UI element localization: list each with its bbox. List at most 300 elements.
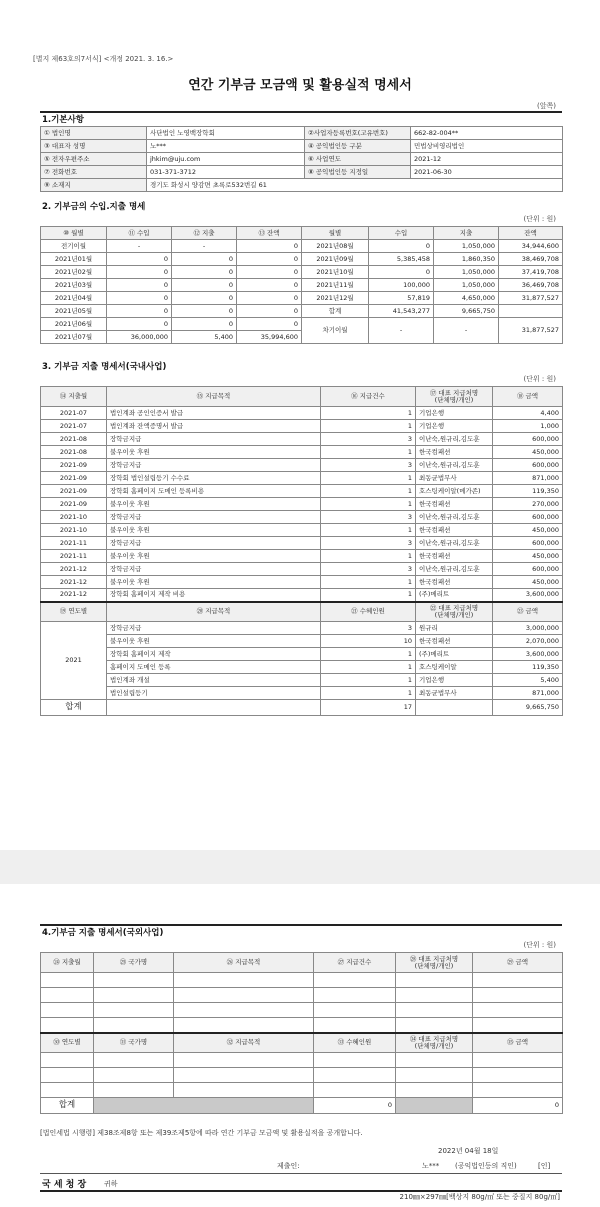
- amount-cell: 3,600,000: [493, 648, 563, 661]
- section1-title: 1.기본사항: [42, 115, 84, 125]
- amount-cell: 0: [107, 266, 172, 279]
- page-gap: [0, 850, 600, 884]
- amount-cell: 600,000: [493, 563, 563, 576]
- paper-spec: 210㎜×297㎜[백상지 80g/㎡ 또는 중질지 80g/㎡]: [399, 1193, 560, 1201]
- info-label: ⑤ 전자우편주소: [41, 153, 147, 166]
- empty-cell: [94, 1018, 174, 1033]
- payee-cell: 호스팅케이알(메가존): [416, 485, 493, 498]
- purpose-cell: 법인계좌 잔액증명서 발급: [107, 420, 321, 433]
- month-cell: 2021년06월: [41, 318, 107, 331]
- basic-info-table: [40, 126, 563, 192]
- overseas-header-row: [41, 953, 563, 973]
- purpose-cell: 불우이웃 후원: [107, 550, 321, 563]
- empty-cell: [396, 973, 473, 988]
- form-note: [별지 제63호의7서식] <개정 2021. 3. 16.>: [33, 55, 174, 63]
- domestic-header-cell: ⑱ 금액: [493, 387, 563, 407]
- month-cell: 2021-09: [41, 459, 107, 472]
- section4-unit: (단위 : 원): [523, 941, 556, 949]
- amount-cell: 119,350: [493, 485, 563, 498]
- info-value: 2021-06-30: [411, 166, 563, 179]
- overseas-total-row: [41, 1098, 563, 1114]
- overseas-summary-header-cell: ㉞ 대표 지급처명 (단체명/개인): [396, 1033, 473, 1053]
- amount-cell: 0: [237, 318, 302, 331]
- count-cell: 3: [321, 511, 416, 524]
- basic-info-row: [41, 127, 563, 140]
- amount-cell: 0: [369, 266, 434, 279]
- payee-cell: 호스팅케이알: [416, 661, 493, 674]
- month-cell: 2021년07월: [41, 331, 107, 344]
- page-side-label: (앞쪽): [537, 102, 556, 110]
- overseas-expense-table: [40, 952, 563, 1114]
- amount-cell: 450,000: [493, 524, 563, 537]
- amount-cell: 4,400: [493, 407, 563, 420]
- empty-cell: [174, 1068, 314, 1083]
- empty-cell: [473, 1003, 563, 1018]
- count-cell: 1: [321, 498, 416, 511]
- amount-cell: 2,070,000: [493, 635, 563, 648]
- overseas-header-cell: ㉙ 금액: [473, 953, 563, 973]
- domestic-total-row: [41, 700, 563, 716]
- empty-cell: [41, 1053, 94, 1068]
- income-expense-table: [40, 226, 563, 344]
- empty-cell: [314, 1083, 396, 1098]
- month-cell: 전기이월: [41, 240, 107, 253]
- overseas-summary-header-cell: ㉚ 연도별: [41, 1033, 94, 1053]
- payee-cell: 한국컴패션: [416, 446, 493, 459]
- amount-cell: -: [107, 240, 172, 253]
- amount-cell: 0: [237, 292, 302, 305]
- count-cell: 3: [321, 563, 416, 576]
- overseas-summary-empty-row: [41, 1053, 563, 1068]
- overseas-empty-row: [41, 1003, 563, 1018]
- payee-cell: 한국컴패션: [416, 550, 493, 563]
- basic-info-row: [41, 140, 563, 153]
- month-cell: 2021-07: [41, 407, 107, 420]
- total-blank: [416, 700, 493, 716]
- count-cell: 1: [321, 576, 416, 589]
- domestic-header-cell: ⑰ 대표 지급처명 (단체명/개인): [416, 387, 493, 407]
- count-cell: 1: [321, 550, 416, 563]
- purpose-cell: 법인계좌 개설: [107, 674, 321, 687]
- purpose-cell: 불우이웃 후원: [107, 498, 321, 511]
- amount-cell: 36,469,708: [499, 279, 563, 292]
- empty-cell: [314, 988, 396, 1003]
- amount-cell: 0: [369, 240, 434, 253]
- income-header-row: [41, 227, 563, 240]
- amount-cell: 450,000: [493, 550, 563, 563]
- income-row: [41, 266, 563, 279]
- empty-cell: [174, 988, 314, 1003]
- amount-cell: 0: [172, 279, 237, 292]
- total-count: 17: [321, 700, 416, 716]
- total-label: 합계: [41, 1098, 94, 1114]
- empty-cell: [41, 988, 94, 1003]
- empty-cell: [396, 1068, 473, 1083]
- amount-cell: 5,400: [172, 331, 237, 344]
- amount-cell: 0: [107, 305, 172, 318]
- overseas-summary-empty-row: [41, 1083, 563, 1098]
- amount-cell: 37,419,708: [499, 266, 563, 279]
- purpose-cell: 불우이웃 후원: [107, 446, 321, 459]
- empty-cell: [473, 973, 563, 988]
- month-cell: 2021-10: [41, 511, 107, 524]
- purpose-cell: 법인설립등기: [107, 687, 321, 700]
- amount-cell: 871,000: [493, 472, 563, 485]
- month-cell: 2021년10월: [302, 266, 369, 279]
- amount-cell: 0: [107, 292, 172, 305]
- amount-cell: 0: [172, 318, 237, 331]
- month-cell: 2021년05월: [41, 305, 107, 318]
- count-cell: 1: [321, 472, 416, 485]
- count-cell: 1: [321, 589, 416, 602]
- purpose-cell: 장학금지급: [107, 459, 321, 472]
- domestic-row: [41, 420, 563, 433]
- amount-cell: 600,000: [493, 511, 563, 524]
- payee-cell: 한국컴패션: [416, 576, 493, 589]
- payee-cell: (주)메리트: [416, 589, 493, 602]
- count-cell: 1: [321, 661, 416, 674]
- amount-cell: 5,400: [493, 674, 563, 687]
- income-header-cell: 수입: [369, 227, 434, 240]
- month-cell: 2021년03월: [41, 279, 107, 292]
- amount-cell: 57,819: [369, 292, 434, 305]
- section4-title: 4.기부금 지출 명세서(국외사업): [42, 928, 164, 938]
- total-amount: 0: [473, 1098, 563, 1114]
- empty-cell: [94, 973, 174, 988]
- income-header-cell: 잔액: [499, 227, 563, 240]
- amount-cell: 0: [107, 253, 172, 266]
- payee-cell: 기업은행: [416, 407, 493, 420]
- month-cell: 2021년04월: [41, 292, 107, 305]
- amount-cell: 35,994,600: [237, 331, 302, 344]
- basic-info-row: [41, 166, 563, 179]
- empty-cell: [174, 1018, 314, 1033]
- amount-cell: 36,000,000: [107, 331, 172, 344]
- month-cell: 2021-12: [41, 589, 107, 602]
- amount-cell: 119,350: [493, 661, 563, 674]
- month-cell: 2021년02월: [41, 266, 107, 279]
- domestic-header-cell: ⑯ 지급건수: [321, 387, 416, 407]
- purpose-cell: 불우이웃 후원: [107, 635, 321, 648]
- amount-cell: [499, 305, 563, 318]
- count-cell: 1: [321, 687, 416, 700]
- amount-cell: 1,050,000: [434, 266, 499, 279]
- empty-cell: [94, 1003, 174, 1018]
- count-cell: 1: [321, 648, 416, 661]
- month-cell: 2021-07: [41, 420, 107, 433]
- amount-cell: 0: [107, 279, 172, 292]
- top-rule: [40, 111, 562, 113]
- empty-cell: [314, 973, 396, 988]
- domestic-row: [41, 511, 563, 524]
- purpose-cell: 장학회 홈페이지 제작: [107, 648, 321, 661]
- payee-cell: 기업은행: [416, 674, 493, 687]
- summary-header-cell: ⑲ 연도별: [41, 602, 107, 622]
- amount-cell: 600,000: [493, 537, 563, 550]
- empty-cell: [396, 1053, 473, 1068]
- empty-cell: [396, 1083, 473, 1098]
- amount-cell: 4,650,000: [434, 292, 499, 305]
- overseas-summary-header-row: [41, 1033, 563, 1053]
- address-label: ⑨ 소재지: [41, 179, 147, 192]
- overseas-header-cell: ㉕ 국가명: [94, 953, 174, 973]
- domestic-summary-row: [41, 674, 563, 687]
- purpose-cell: 법인계좌 공인인증서 발급: [107, 407, 321, 420]
- amount-cell: 1,860,350: [434, 253, 499, 266]
- month-cell: 2021-11: [41, 550, 107, 563]
- domestic-summary-row: [41, 648, 563, 661]
- count-cell: 3: [321, 459, 416, 472]
- amount-cell: -: [172, 240, 237, 253]
- empty-cell: [473, 988, 563, 1003]
- total-count: 0: [314, 1098, 396, 1114]
- amount-cell: 0: [172, 266, 237, 279]
- info-value: 민법상비영리법인: [411, 140, 563, 153]
- amount-cell: 100,000: [369, 279, 434, 292]
- overseas-header-cell: ㉖ 지급목적: [174, 953, 314, 973]
- amount-cell: 0: [172, 253, 237, 266]
- payee-cell: 이난숙,원규리,김도훈: [416, 563, 493, 576]
- payee-cell: 기업은행: [416, 420, 493, 433]
- income-row: [41, 318, 563, 331]
- empty-cell: [94, 1053, 174, 1068]
- domestic-row: [41, 472, 563, 485]
- purpose-cell: 불우이웃 후원: [107, 576, 321, 589]
- purpose-cell: 장학회 법인설립등기 수수료: [107, 472, 321, 485]
- amount-cell: 0: [237, 266, 302, 279]
- section2-unit: (단위 : 원): [523, 215, 556, 223]
- info-value: 노***: [147, 140, 305, 153]
- count-cell: 1: [321, 674, 416, 687]
- amount-cell: 1,050,000: [434, 279, 499, 292]
- address-value: 경기도 화성시 양감면 초록로532번길 61: [147, 179, 563, 192]
- submitter-label: 제출인:: [277, 1162, 300, 1170]
- amount-cell: 9,665,750: [434, 305, 499, 318]
- payee-cell: 이난숙,원규리,김도훈: [416, 511, 493, 524]
- amount-cell: 1,000: [493, 420, 563, 433]
- domestic-row: [41, 446, 563, 459]
- purpose-cell: 불우이웃 후원: [107, 524, 321, 537]
- overseas-empty-row: [41, 973, 563, 988]
- income-header-cell: 월별: [302, 227, 369, 240]
- month-cell: 2021-10: [41, 524, 107, 537]
- section2-title: 2. 기부금의 수입.지출 명세: [42, 202, 146, 212]
- summary-header-cell: ㉑ 수혜인원: [321, 602, 416, 622]
- payee-cell: 원규리: [416, 622, 493, 635]
- overseas-empty-row: [41, 1018, 563, 1033]
- empty-cell: [473, 1083, 563, 1098]
- empty-cell: [314, 1018, 396, 1033]
- amount-cell: 3,000,000: [493, 622, 563, 635]
- payee-cell: 한국컴패션: [416, 524, 493, 537]
- total-shaded: [396, 1098, 473, 1114]
- domestic-summary-row: [41, 635, 563, 648]
- payee-cell: (주)메리트: [416, 648, 493, 661]
- payee-cell: 최동균법무사: [416, 472, 493, 485]
- month-cell: 2021-12: [41, 576, 107, 589]
- amount-cell: 0: [172, 305, 237, 318]
- amount-cell: 270,000: [493, 498, 563, 511]
- info-label: ⑦ 전화번호: [41, 166, 147, 179]
- domestic-header-cell: ⑭ 지출월: [41, 387, 107, 407]
- income-row: [41, 240, 563, 253]
- empty-cell: [314, 1068, 396, 1083]
- empty-cell: [174, 1053, 314, 1068]
- carry-cell: -: [434, 318, 499, 344]
- income-row: [41, 279, 563, 292]
- count-cell: 1: [321, 524, 416, 537]
- month-cell: 2021-09: [41, 498, 107, 511]
- info-value: 2021-12: [411, 153, 563, 166]
- purpose-cell: 장학회 홈페이지 도메인 등록비용: [107, 485, 321, 498]
- domestic-row: [41, 537, 563, 550]
- empty-cell: [174, 1003, 314, 1018]
- overseas-empty-row: [41, 988, 563, 1003]
- summary-year: 2021: [41, 622, 107, 700]
- payee-cell: 최동균법무사: [416, 687, 493, 700]
- amount-cell: 0: [237, 279, 302, 292]
- income-header-cell: ⑪ 수입: [107, 227, 172, 240]
- purpose-cell: 장학금지급: [107, 511, 321, 524]
- purpose-cell: 장학금지급: [107, 622, 321, 635]
- month-cell: 2021년09월: [302, 253, 369, 266]
- summary-header-cell: ㉓ 금액: [493, 602, 563, 622]
- addressee-suffix: 귀하: [104, 1180, 118, 1188]
- domestic-row: [41, 433, 563, 446]
- page-back: [0, 884, 600, 1207]
- domestic-header-cell: ⑮ 지급목적: [107, 387, 321, 407]
- carry-label: 차기이월: [302, 318, 369, 344]
- domestic-row: [41, 563, 563, 576]
- empty-cell: [314, 1003, 396, 1018]
- summary-header-cell: ㉒ 대표 지급처명 (단체명/개인): [416, 602, 493, 622]
- total-shaded: [94, 1098, 314, 1114]
- domestic-expense-table: [40, 386, 563, 716]
- income-header-cell: ⑬ 잔액: [237, 227, 302, 240]
- amount-cell: 0: [107, 318, 172, 331]
- amount-cell: 41,543,277: [369, 305, 434, 318]
- info-value: 662-82-004**: [411, 127, 563, 140]
- law-note: [법인세법 시행령] 제38조제8항 또는 제39조제5항에 따라 연간 기부금 모금액 및 활용실적을 공개합니다.: [40, 1129, 363, 1137]
- empty-cell: [41, 1003, 94, 1018]
- domestic-summary-header-row: [41, 602, 563, 622]
- amount-cell: 600,000: [493, 433, 563, 446]
- amount-cell: 0: [237, 240, 302, 253]
- info-label: ④ 공익법인등 구분: [305, 140, 411, 153]
- empty-cell: [396, 988, 473, 1003]
- amount-cell: 450,000: [493, 446, 563, 459]
- info-value: 사단법인 노영백장학회: [147, 127, 305, 140]
- domestic-row: [41, 498, 563, 511]
- info-label: ① 법인명: [41, 127, 147, 140]
- purpose-cell: 장학금지급: [107, 537, 321, 550]
- amount-cell: 600,000: [493, 459, 563, 472]
- document-title: 연간 기부금 모금액 및 활용실적 명세서: [188, 78, 412, 93]
- overseas-summary-header-cell: ㉛ 국가명: [94, 1033, 174, 1053]
- address-row: [41, 179, 563, 192]
- amount-cell: 38,469,708: [499, 253, 563, 266]
- amount-cell: 5,385,458: [369, 253, 434, 266]
- purpose-cell: 장학회 홈페이지 제작 비용: [107, 589, 321, 602]
- submission-date: 2022년 04월 18일: [438, 1147, 499, 1155]
- domestic-header-row: [41, 387, 563, 407]
- empty-cell: [94, 1083, 174, 1098]
- overseas-summary-empty-row: [41, 1068, 563, 1083]
- income-row: [41, 305, 563, 318]
- month-cell: 2021년08월: [302, 240, 369, 253]
- overseas-header-cell: ㉗ 지급건수: [314, 953, 396, 973]
- amount-cell: 3,600,000: [493, 589, 563, 602]
- amount-cell: 450,000: [493, 576, 563, 589]
- amount-cell: 0: [237, 305, 302, 318]
- info-label: ②사업자등록번호(고유번호): [305, 127, 411, 140]
- domestic-summary-row: [41, 622, 563, 635]
- month-cell: 2021년01월: [41, 253, 107, 266]
- total-amount: 9,665,750: [493, 700, 563, 716]
- count-cell: 3: [321, 433, 416, 446]
- income-header-cell: 지출: [434, 227, 499, 240]
- info-label: ⑧ 공익법인등 지정일: [305, 166, 411, 179]
- empty-cell: [41, 1068, 94, 1083]
- purpose-cell: 장학금지급: [107, 433, 321, 446]
- total-label: 합계: [41, 700, 107, 716]
- month-cell: 2021-09: [41, 485, 107, 498]
- count-cell: 1: [321, 446, 416, 459]
- income-header-cell: ⑩ 월별: [41, 227, 107, 240]
- addressee: 국 세 청 장: [42, 1180, 87, 1190]
- empty-cell: [94, 1068, 174, 1083]
- overseas-header-cell: ㉔ 지출월: [41, 953, 94, 973]
- count-cell: 3: [321, 537, 416, 550]
- month-cell: 2021-12: [41, 563, 107, 576]
- submitter-role: (공익법인등의 직인): [455, 1162, 517, 1170]
- basic-info-row: [41, 153, 563, 166]
- carry-cell: 31,877,527: [499, 318, 563, 344]
- payee-cell: 이난숙,원규리,김도훈: [416, 433, 493, 446]
- domestic-row: [41, 524, 563, 537]
- info-label: ③ 대표자 성명: [41, 140, 147, 153]
- overseas-header-cell: ㉘ 대표 지급처명 (단체명/개인): [396, 953, 473, 973]
- empty-cell: [396, 1003, 473, 1018]
- payee-cell: 한국컴패션: [416, 635, 493, 648]
- month-cell: 2021-09: [41, 472, 107, 485]
- overseas-summary-header-cell: ㉟ 금액: [473, 1033, 563, 1053]
- count-cell: 1: [321, 485, 416, 498]
- domestic-row: [41, 459, 563, 472]
- month-cell: 2021-08: [41, 433, 107, 446]
- amount-cell: 0: [172, 292, 237, 305]
- summary-header-cell: ⑳ 지급목적: [107, 602, 321, 622]
- income-header-cell: ⑫ 지출: [172, 227, 237, 240]
- empty-cell: [94, 988, 174, 1003]
- domestic-row: [41, 550, 563, 563]
- payee-cell: 이난숙,원규리,김도훈: [416, 459, 493, 472]
- empty-cell: [314, 1053, 396, 1068]
- count-cell: 10: [321, 635, 416, 648]
- overseas-summary-header-cell: ㉜ 지급목적: [174, 1033, 314, 1053]
- empty-cell: [174, 1083, 314, 1098]
- month-cell: 2021년12월: [302, 292, 369, 305]
- section3-title: 3. 기부금 지출 명세서(국내사업): [42, 362, 167, 372]
- info-label: ⑥ 사업연도: [305, 153, 411, 166]
- amount-cell: 34,944,600: [499, 240, 563, 253]
- month-cell: 2021-11: [41, 537, 107, 550]
- domestic-row: [41, 589, 563, 602]
- income-row: [41, 292, 563, 305]
- total-blank: [107, 700, 321, 716]
- month-cell: 2021-08: [41, 446, 107, 459]
- amount-cell: 31,877,527: [499, 292, 563, 305]
